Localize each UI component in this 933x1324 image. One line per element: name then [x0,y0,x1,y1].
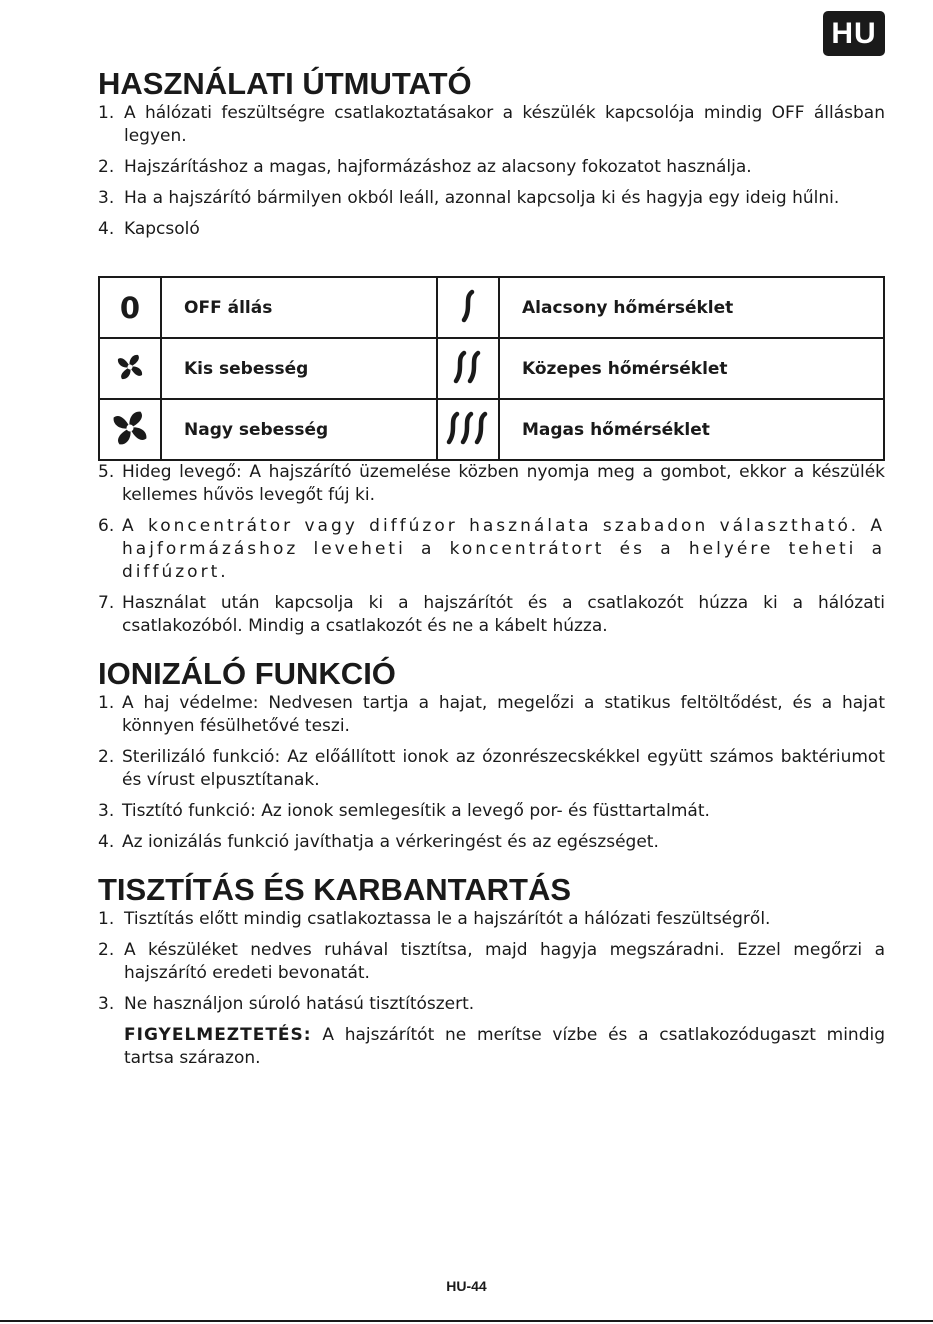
zero-symbol: 0 [119,290,141,325]
section-title-ionizer: IONIZÁLÓ FUNKCIÓ [98,656,396,691]
page-number: HU-44 [446,1278,487,1294]
usage-steps-list-continued [98,461,885,638]
item-text: Hideg levegő: A hajszárító üzemelése közben nyomja meg a gombot, ekkor a készülék kellemes hűvös levegőt fúj ki. [122,462,885,505]
warning-text: A hajszárítót ne merítse vízbe és a csatlakozódugaszt mindig tartsa szárazon. [124,1025,885,1068]
heat-label: Alacsony hőmérséklet [499,277,884,338]
item-text: A hálózati feszültségre csatlakoztatásakor a készülék kapcsolója mindig OFF állásban legyen. [124,103,885,146]
list-item [98,908,885,931]
section-title-usage: HASZNÁLATI ÚTMUTATÓ [98,66,472,101]
item-number: 3. [98,994,115,1014]
list-item [98,187,885,210]
item-text: Kapcsoló [124,219,200,239]
switch-label: Kis sebesség [161,338,437,399]
section-title-cleaning: TISZTÍTÁS ÉS KARBANTARTÁS [98,872,572,907]
list-item [98,592,885,638]
item-text: A haj védelme: Nedvesen tartja a hajat, megelőzi a statikus feltöltődést, és a hajat könnyen fésülhetővé teszi. [122,693,885,736]
bottom-divider [0,1320,933,1322]
list-item [98,156,885,179]
fan-large-icon [99,399,161,460]
item-number: 2. [98,747,115,767]
list-item [98,746,885,792]
list-item [98,461,885,507]
list-item [98,102,885,148]
list-item [98,515,885,584]
item-number: 5. [98,462,115,482]
item-number: 2. [98,940,115,960]
item-text: Hajszárításhoz a magas, hajformázáshoz az alacsony fokozatot használja. [124,157,752,177]
list-item [98,218,885,241]
item-text: Ha a hajszárító bármilyen okból leáll, azonnal kapcsolja ki és hagyja egy ideig hűlni. [124,188,840,208]
item-text: Tisztítás előtt mindig csatlakoztassa le a hajszárítót a hálózati feszültségről. [124,909,771,929]
item-number: 4. [98,219,115,239]
cleaning-list [98,908,885,1016]
heat-label: Közepes hőmérséklet [499,338,884,399]
heat-medium-icon [437,338,499,399]
item-number: 7. [98,593,115,613]
list-item [98,831,885,854]
warning-note [98,1024,885,1070]
fan-small-icon [99,338,161,399]
item-number: 1. [98,693,115,713]
heat-label: Magas hőmérséklet [499,399,884,460]
item-number: 1. [98,103,115,123]
item-text: A koncentrátor vagy diffúzor használata szabadon választható. A hajformázáshoz leveheti a koncentrátort és a helyére teheti a diffúzort. [122,516,885,582]
item-number: 1. [98,909,115,929]
list-item [98,939,885,985]
list-item [98,993,885,1016]
heat-low-icon [437,277,499,338]
item-text: A készüléket nedves ruhával tisztítsa, majd hagyja megszáradni. Ezzel megőrzi a hajszárító eredeti bevonatát. [124,940,885,983]
language-badge: HU [823,11,885,56]
heat-high-icon [437,399,499,460]
item-number: 6. [98,516,115,536]
switch-settings-table [98,276,885,461]
list-item [98,692,885,738]
table-row [99,277,884,338]
item-number: 3. [98,801,115,821]
item-text: Használat után kapcsolja ki a hajszárítót és a csatlakozót húzza ki a hálózati csatlakozóból. Mindig a csatlakozót és ne a kábelt húzza. [122,593,885,636]
switch-label: Nagy sebesség [161,399,437,460]
item-text: Ne használjon súroló hatású tisztítószert. [124,994,475,1014]
item-number: 2. [98,157,115,177]
usage-steps-list [98,102,885,241]
warning-label: FIGYELMEZTETÉS: [124,1025,312,1045]
switch-label: OFF állás [161,277,437,338]
table-row [99,399,884,460]
table-row [99,338,884,399]
item-text: Az ionizálás funkció javíthatja a vérkeringést és az egészséget. [122,832,659,852]
item-number: 4. [98,832,115,852]
item-text: Sterilizáló funkció: Az előállított ionok az ózonrészecskékkel együtt számos baktériumot és vírust elpusztítanak. [122,747,885,790]
item-number: 3. [98,188,115,208]
ionizer-list [98,692,885,854]
item-text: Tisztító funkció: Az ionok semlegesítik a levegő por- és füsttartalmát. [122,801,710,821]
off-symbol-cell [99,277,161,338]
list-item [98,800,885,823]
page-content [98,66,885,1070]
